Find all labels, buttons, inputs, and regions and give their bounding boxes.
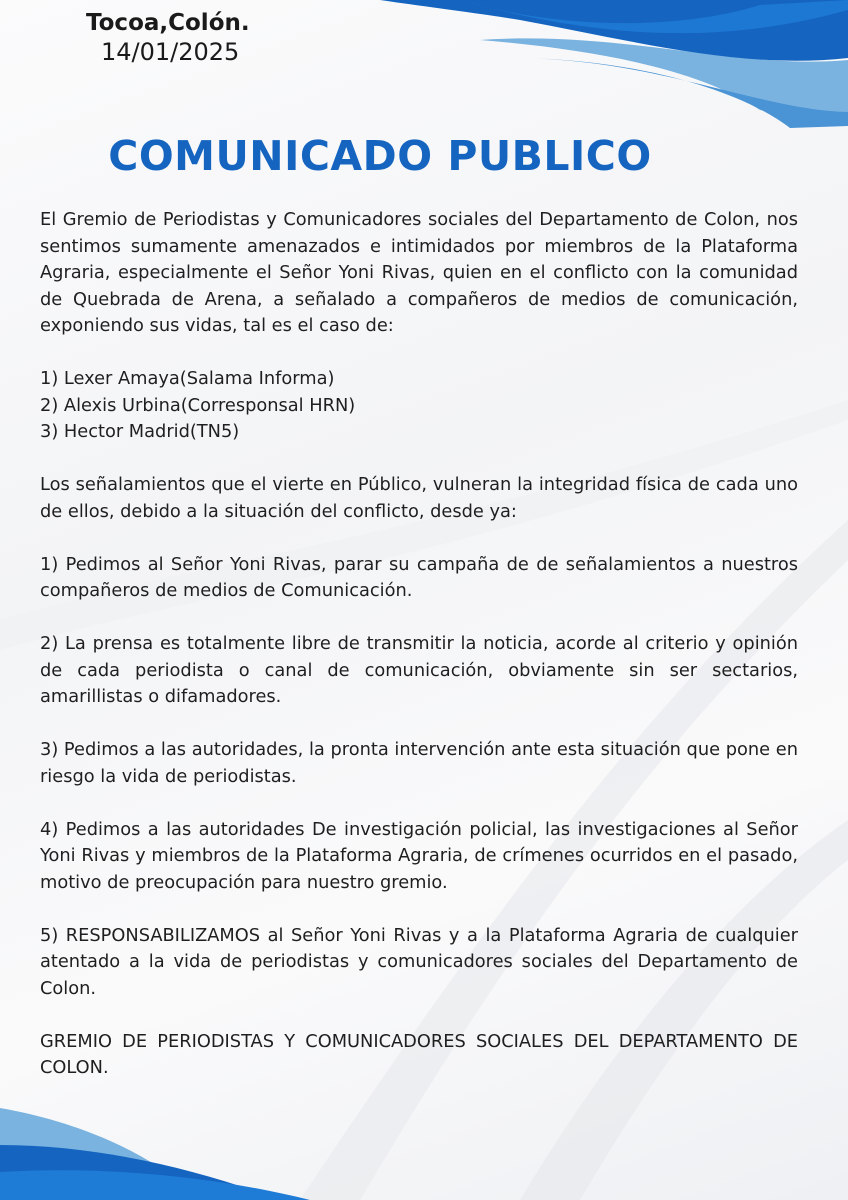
paragraph-gap bbox=[40, 711, 798, 738]
intro-paragraph: El Gremio de Periodistas y Comunicadores sociales del Departamento de Colon, nos sentimos sumamente amenazados e intimidados por miembros de la Plataforma Agraria, especialmente el Señor Yoni Rivas, quien en el conflicto con la comunidad de Quebrada de Arena, a señalado a compañeros de medios de comunicación, exponiendo sus vidas, tal es el caso de: bbox=[40, 209, 798, 336]
signature: GREMIO DE PERIODISTAS Y COMUNICADORES SOCIALES DEL DEPARTAMENTO DE COLON. bbox=[40, 1030, 798, 1078]
bottom-wave-band bbox=[0, 1170, 310, 1200]
demand-item-5: 5) RESPONSABILIZAMOS al Señor Yoni Rivas y a la Plataforma Agraria de cualquier atentado a la vida de periodistas y comunicadores sociales del Departamento de Colon. bbox=[40, 924, 798, 999]
paragraph-gap bbox=[40, 525, 798, 552]
paragraph-gap bbox=[40, 605, 798, 632]
demand-item-3: 3) Pedimos a las autoridades, la pronta intervención ante esta situación que pone en riesgo la vida de periodistas. bbox=[40, 739, 798, 787]
document-date: 14/01/2025 bbox=[101, 38, 240, 66]
paragraph-gap bbox=[40, 340, 798, 367]
document-title: COMUNICADO PUBLICO bbox=[108, 132, 652, 180]
journalist-item-3: 3) Hector Madrid(TN5) bbox=[40, 421, 240, 442]
paragraph-gap bbox=[40, 446, 798, 473]
paragraph-gap bbox=[40, 1002, 798, 1029]
statement-paragraph: Los señalamientos que el vierte en Público, vulneran la integridad física de cada uno de ellos, debido a la situación del conflicto, desde ya: bbox=[40, 474, 798, 522]
journalist-item-1: 1) Lexer Amaya(Salama Informa) bbox=[40, 368, 335, 389]
journalist-item-2: 2) Alexis Urbina(Corresponsal HRN) bbox=[40, 394, 356, 416]
paragraph-gap bbox=[40, 790, 798, 817]
paragraph-gap bbox=[40, 896, 798, 923]
document-body bbox=[40, 207, 798, 1082]
demand-item-1: 1) Pedimos al Señor Yoni Rivas, parar su campaña de de señalamientos a nuestros compañeros de medios de Comunicación. bbox=[40, 553, 798, 601]
demand-item-2: 2) La prensa es totalmente libre de transmitir la noticia, acorde al criterio y opinión de cada periodista o canal de comunicación, obviamente sin ser sectarios, amarillistas o difamadores. bbox=[40, 633, 798, 707]
document-place: Tocoa,Colón. bbox=[86, 10, 250, 36]
demand-item-4: 4) Pedimos a las autoridades De investigación policial, las investigaciones al Señor Yoni Rivas y miembros de la Plataforma Agraria, de crímenes ocurridos en el pasado, motivo de preocupación para nuestro gremio. bbox=[40, 818, 798, 893]
